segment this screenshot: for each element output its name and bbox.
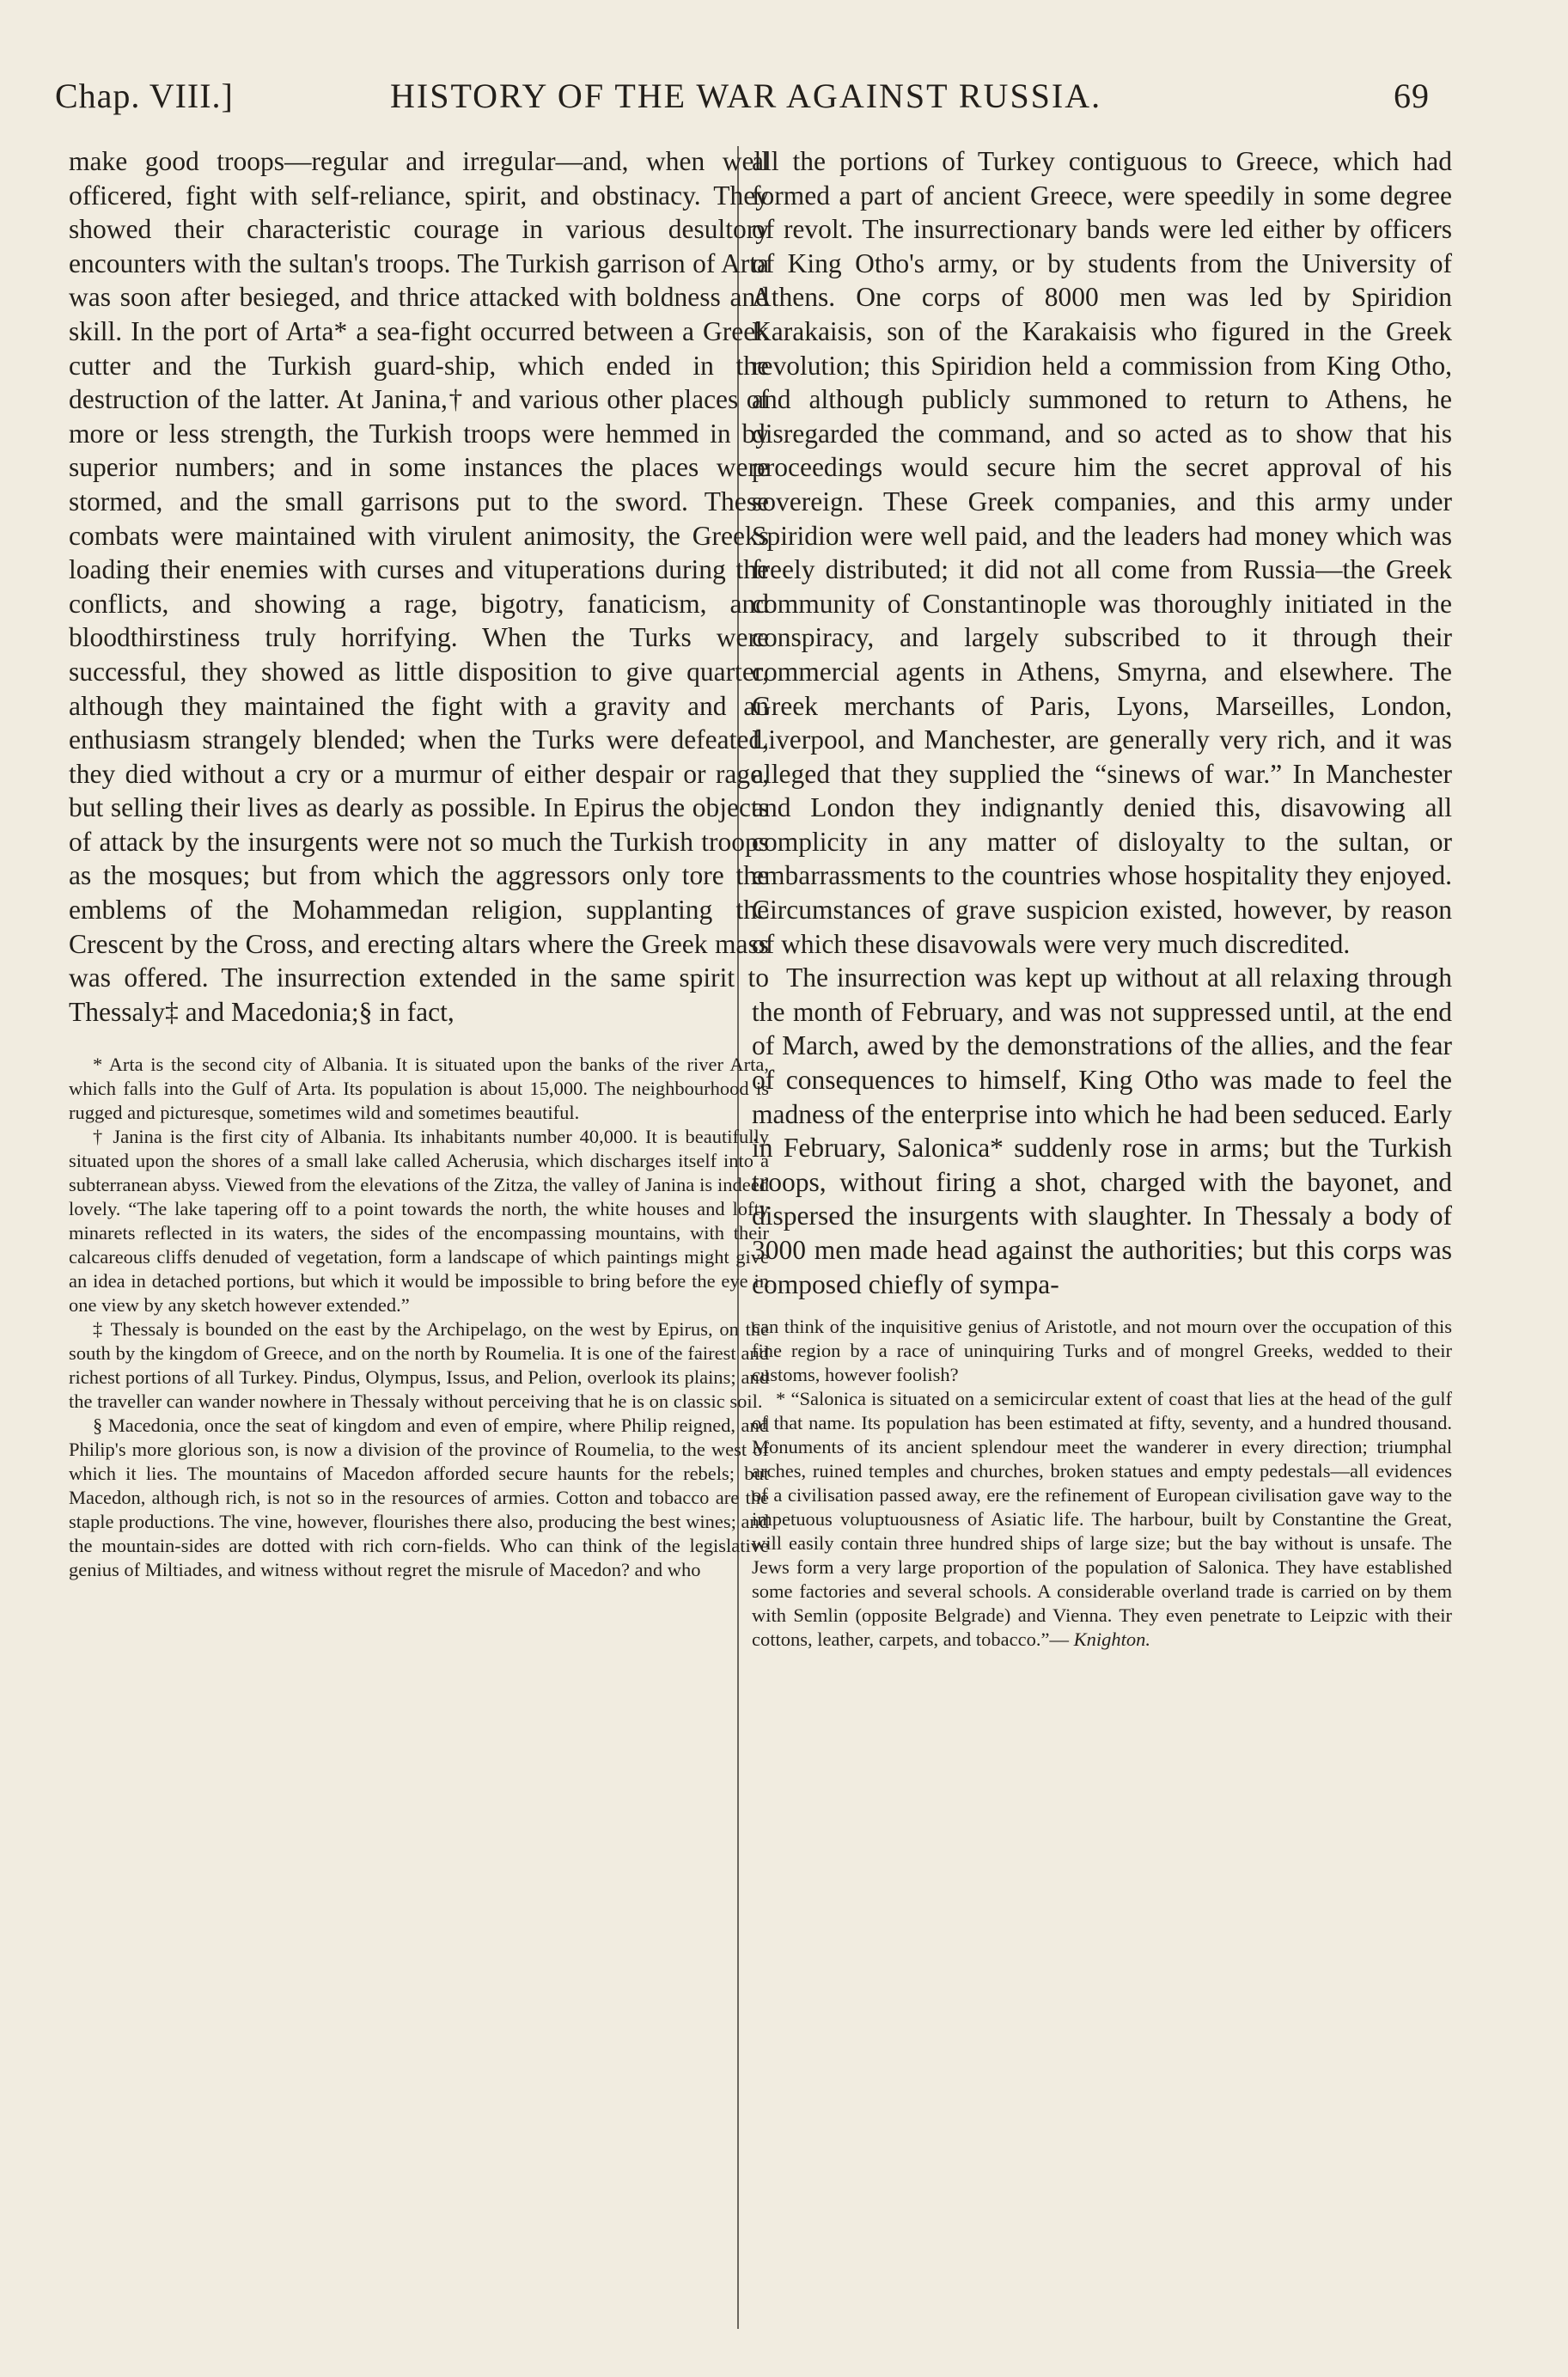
left-footnotes (69, 1053, 769, 1582)
footnote-thessaly: ‡ Thessaly is bounded on the east by the Archipelago, on the west by Epirus, on the south by the kingdom of Greece, and on the north by Roumelia. It is one of the fairest and richest portions of all Turkey. Pindus, Olympus, Issus, and Pelion, overlook its plains; and the traveller can wander nowhere in Thessaly without perceiving that he is on classic soil. (69, 1318, 769, 1413)
left-body-text: make good troops—regular and irregular—and, when well officered, fight with self-reliance, spirit, and obstinacy. They showed their characteristic courage in various desultory encounters with the sultan's troops. The Turkish garrison of Arta was soon after besieged, and thrice attacked with boldness and skill. In the port of Arta* a sea-fight occurred between a Greek cutter and the Turkish guard-ship, which ended in the destruction of the latter. At Janina,† and various other places of more or less strength, the Turkish troops were hemmed in by superior numbers; and in some instances the places were stormed, and the small garrisons put to the sword. These combats were maintained with virulent animosity, the Greeks loading their enemies with curses and vituperations during the conflicts, and showing a rage, bigotry, fanaticism, and bloodthirstiness truly horrifying. When the Turks were successful, they showed as little disposition to give quarter, although they maintained the fight with a gravity and an enthusiasm strangely blended; when the Turks were defeated, they died without a cry or a murmur of either despair or rage, but selling their lives as dearly as possible. In Epirus the objects of attack by the insurgents were not so much the Turkish troops as the mosques; but from which the aggressors only tore the emblems of the Mohammedan religion, supplanting the Crescent by the Cross, and erecting altars where the Greek mass was offered. The insurrection extended in the same spirit to Thessaly‡ and Macedonia;§ in fact, (69, 146, 769, 1027)
running-title: HISTORY OF THE WAR AGAINST RUSSIA. (390, 76, 1102, 115)
footnote-macedonia: § Macedonia, once the seat of kingdom and even of empire, where Philip reigned, and Philip's more glorious son, is now a division of the province of Roumelia, to the west of which it lies. The mountains of Macedon afforded secure haunts for the rebels; but Macedon, although rich, is not so in the resources of armies. Cotton and tobacco are the staple productions. The vine, however, flourishes there also, producing the best wines; and the mountain-sides are dotted with rich corn-fields. Who can think of the legislative genius of Miltiades, and witness without regret the misrule of Macedon? and who (69, 1415, 769, 1581)
running-header (55, 76, 1430, 127)
right-paragraph-2: The insurrection was kept up without at all relaxing through the month of February, and was not suppressed until, at the end of March, awed by the demonstrations of the allies, and the fear of consequences to himself, King Otho was made to feel the madness of the enterprise into which he had been seduced. Early in February, Salonica* suddenly rose in arms; but the Turkish troops, without firing a shot, charged with the bayonet, and dispersed the insurgents with slaughter. In Thessaly a body of 3000 men made head against the authorities; but this corps was composed chiefly of sympa- (752, 962, 1452, 1299)
right-footnotes (752, 1315, 1452, 1652)
footnote-salonica-text: * “Salonica is situated on a semicircular extent of coast that lies at the head of the gulf of that name. Its population has been estimated at fifty, seventy, and a hundred thousand. Monuments of its ancient splendour meet the wanderer in every direction; triumphal arches, ruined temples and churches, broken statues and empty pedestals—all evidences of a civilisation passed away, ere the refinement of European civilisation gave way to the impetuous voluptuousness of Asiatic life. The harbour, built by Constantine the Great, will easily contain three hundred ships of large size; but the bay without is unsafe. The Jews form a very large proportion of the population of Salonica. They have established some factories and several schools. A considerable overland trade is carried on by them with Semlin (opposite Belgrade) and Vienna. They even penetrate to Leipzic with their cottons, leather, carpets, and tobacco.”— (752, 1388, 1452, 1651)
footnote-salonica (752, 1387, 1452, 1652)
footnote-continuation: can think of the inquisitive genius of Aristotle, and not mourn over the occupation of this fine region by a race of uninquiring Turks and of mongrel Greeks, wedded to their customs, however foolish? (752, 1316, 1452, 1386)
right-column (752, 144, 1452, 1652)
chapter-label: Chap. VIII.] (55, 76, 234, 115)
footnote-attribution: Knighton. (1073, 1628, 1150, 1651)
right-paragraph-1: all the portions of Turkey contiguous to Greece, which had formed a part of ancient Greece, were speedily in some degree of revolt. The insurrectionary bands were led either by officers of King Otho's army, or by students from the University of Athens. One corps of 8000 men was led by Spiridion Karakaisis, son of the Karakaisis who figured in the Greek revolution; this Spiridion held a commission from King Otho, and although publicly summoned to return to Athens, he disregarded the command, and so acted as to show that his proceedings would secure him the secret approval of his sovereign. These Greek companies, and this army under Spiridion were well paid, and the leaders had money which was freely distributed; it did not all come from Russia—the Greek community of Constantinople was thoroughly initiated in the conspiracy, and largely subscribed to it through their commercial agents in Athens, Smyrna, and elsewhere. The Greek merchants of Paris, Lyons, Marseilles, London, Liverpool, and Manchester, are generally very rich, and it was alleged that they supplied the “sinews of war.” In Manchester and London they indignantly denied this, disavowing all complicity in any matter of disloyalty to the sultan, or embarrassments to the countries whose hospitality they enjoyed. Circumstances of grave suspicion existed, however, by reason of which these disavowals were very much discredited. (752, 146, 1452, 959)
footnote-arta: * Arta is the second city of Albania. It is situated upon the banks of the river Arta, which falls into the Gulf of Arta. Its population is about 15,000. The neighbourhood is rugged and picturesque, sometimes wild and sometimes beautiful. (69, 1054, 769, 1124)
footnote-janina: † Janina is the first city of Albania. Its inhabitants number 40,000. It is beautifully situated upon the shores of a small lake called Acherusia, which discharges itself into a subterranean abyss. Viewed from the elevations of the Zitza, the valley of Janina is indeed lovely. “The lake tapering off to a point towards the north, the white houses and lofty minarets reflected in its waters, the sides of the encompassing mountains, with their calcareous cliffs denuded of vegetation, form a landscape of which paintings might give an idea in detached portions, but which it would be impossible to bring before the eye in one view by any sketch however extended.” (69, 1126, 769, 1317)
left-column (69, 144, 769, 1582)
page-number: 69 (1394, 76, 1430, 115)
